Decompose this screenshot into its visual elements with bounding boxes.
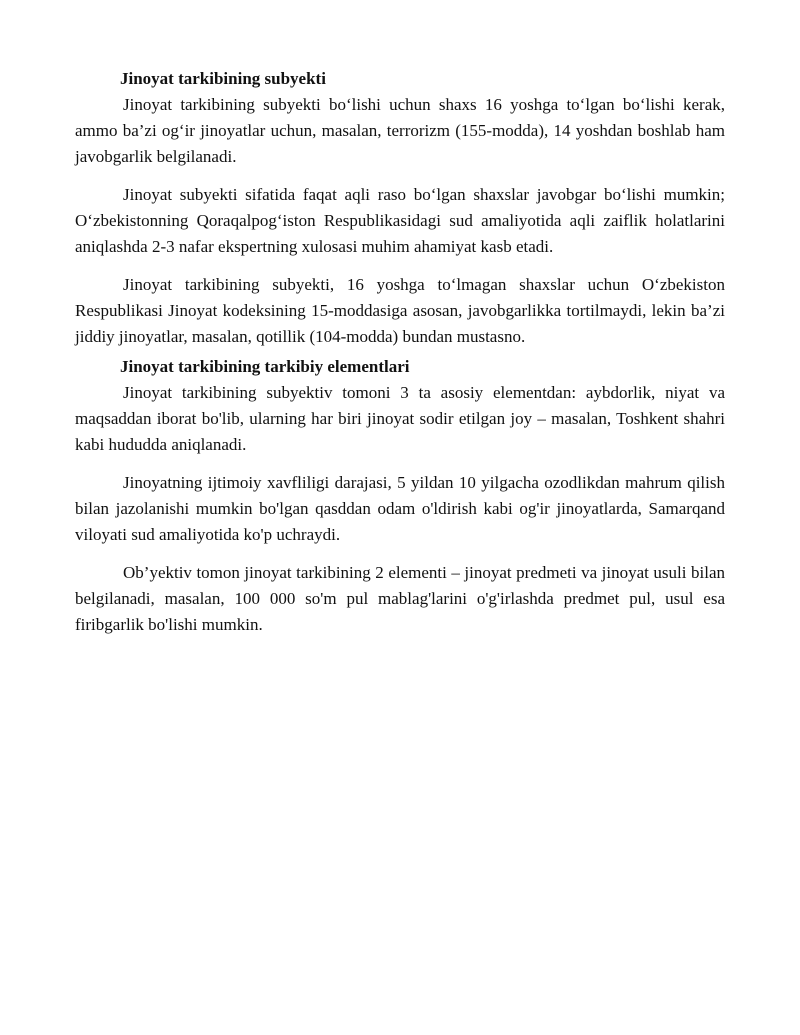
section-heading: Jinoyat tarkibining subyekti (120, 69, 326, 88)
section-elements (75, 354, 725, 650)
section-subject (75, 66, 725, 362)
paragraph: Ob’yektiv tomon jinoyat tarkibining 2 elementi – jinoyat predmeti va jinoyat usuli bilan belgilanadi, masalan, 100 000 so'm pul mablag'larini o'g'irlashda predmet pul, usul esa firibgarlik bo'lishi mumkin. (75, 563, 725, 634)
section-heading: Jinoyat tarkibining tarkibiy elementlari (120, 357, 410, 376)
paragraph: Jinoyatning ijtimoiy xavfliligi darajasi, 5 yildan 10 yilgacha ozodlikdan mahrum qilish bilan jazolanishi mumkin bo'lgan qasddan odam o'ldirish kabi og'ir jinoyatlarda, Samarqand viloyati sud amaliyotida ko'p uchraydi. (75, 473, 725, 544)
paragraph: Jinoyat tarkibining subyekti bo‘lishi uchun shaxs 16 yoshga to‘lgan bo‘lishi kerak, ammo ba’zi og‘ir jinoyatlar uchun, masalan, terrorizm (155-modda), 14 yoshdan boshlab ham javobgarlik belgilanadi. (75, 95, 725, 166)
paragraph: Jinoyat tarkibining subyekti, 16 yoshga to‘lmagan shaxslar uchun O‘zbekiston Respublikasi Jinoyat kodeksining 15-moddasiga asosan, javobgarlikka tortilmaydi, lekin ba’zi jiddiy jinoyatlar, masalan, qotillik (104-modda) bundan mustasno. (75, 275, 725, 346)
paragraph: Jinoyat subyekti sifatida faqat aqli raso bo‘lgan shaxslar javobgar bo‘lishi mumkin; O‘zbekistonning Qoraqalpog‘iston Respublikasidagi sud amaliyotida aqli zaiflik holatlarini aniqlashda 2-3 nafar ekspertning xulosasi muhim ahamiyat kasb etadi. (75, 185, 725, 256)
paragraph: Jinoyat tarkibining subyektiv tomoni 3 ta asosiy elementdan: aybdorlik, niyat va maqsaddan iborat bo'lib, ularning har biri jinoyat sodir etilgan joy – masalan, Toshkent shahri kabi hududda aniqlanadi. (75, 383, 725, 454)
